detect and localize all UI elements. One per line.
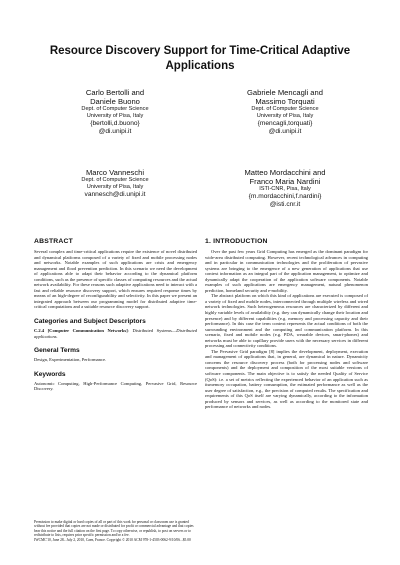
author-dept: Dept. of Computer Science — [251, 106, 319, 112]
abstract-section — [34, 238, 197, 310]
author-name: Massimo Torquati — [255, 97, 315, 106]
general-terms-heading: General Terms — [34, 347, 80, 355]
right-column — [205, 238, 368, 410]
categories-rest: : Distributed Systems— — [127, 328, 177, 334]
author-email: vannesch@di.unipi.it — [84, 191, 146, 198]
keywords-heading: Keywords — [34, 370, 66, 378]
author-dept: Dept. of Computer Science — [81, 177, 149, 183]
author-dept: ISTI-CNR, Pisa, Italy — [259, 186, 311, 192]
permission-footnote — [34, 520, 197, 542]
author-2 — [210, 88, 360, 136]
keywords-section — [34, 371, 197, 392]
author-univ: University of Pisa, Italy — [86, 113, 144, 119]
footnote-text: Permission to make digital or hard copies of all or part of this work for personal or classroom use is granted without fee provided that copies are not made or distributed for profit or commercial advantage and that copies bear this notice and the full citation on the first page. To copy otherwise, or republish, to post on servers or to redistribute to lists, requires prior specific permission and/or a fee. — [34, 520, 194, 538]
author-email: @di.unipi.it — [98, 128, 132, 135]
author-name: Franco Maria Nardini — [249, 177, 321, 186]
intro-paragraph: Over the past few years Grid Computing has emerged as the dominant paradigm for wide-area distributed computing. However, recent technological advances in computing and in particular in communication technologies and the proliferation of pervasive systems are bringing to the emergence of a new generation of applications that use context information as an integral part of the application management, to optimize and dynamically adapt the cooperation of the application software components. Notable examples of such applications are emergency management, natural phenomenon prediction, homeland security and e-mobility. — [205, 249, 368, 293]
left-column — [34, 238, 197, 400]
author-univ: University of Pisa, Italy — [86, 184, 144, 190]
author-dept: Dept. of Computer Science — [81, 106, 149, 112]
author-email: {bertolli,d.buono} — [90, 120, 140, 127]
general-terms-text: Design, Experimentation, Performance. — [34, 357, 107, 363]
author-univ: University of Pisa, Italy — [256, 113, 314, 119]
categories-heading: Categories and Subject Descriptors — [34, 318, 146, 326]
author-name: Marco Vanneschi — [85, 168, 145, 177]
author-1 — [40, 88, 190, 136]
intro-heading: 1. INTRODUCTION — [205, 238, 268, 245]
author-name: Carlo Bertolli and — [85, 88, 145, 97]
categories-text — [34, 328, 197, 339]
intro-paragraph: The abstract platform on which this kind of applications are executed is composed of a variety of fixed and mobile nodes, interconnected through multiple wireless and wired network technologies. Such heterogeneous resources are characterized by different and highly variable levels of availability (e.g. they can dynamically change their location and presence) and by different capabilities (e.g. memory and processing capacity and their performance). In this case the term context represents the actual conditions of both the surrounding environment and the computing and communication platform. In this scenario, fixed and mobile nodes (e.g. PDA, wearable devices, smart-phones) and networks must be able to capillary provide users with the necessary services in different processing and connectivity conditions. — [205, 293, 368, 349]
author-email: {m.mordacchini,f.nardini} — [248, 193, 322, 200]
author-3 — [40, 168, 190, 199]
paper-title: Resource Discovery Support for Time-Critical Adaptive Applications — [49, 45, 351, 72]
keywords-text: Autonomic Computing, High-Performance Computing, Pervasive Grid, Resource Discovery. — [34, 380, 197, 392]
author-name: Daniele Buono — [90, 97, 140, 106]
intro-paragraph: The Pervasive Grid paradigm [8] implies the development, deployment, execution and management of applications that, in general, are dynamical in nature. Dynamicity concerns the resource discovery process (both for processing nodes and software components) and the deployment and composition of the most suitable versions of software components. The main objective is to satisfy the needed Quality of Service (QoS): i.e. a set of metrics reflecting the experienced behavior of an application such as itsmemory occupation, battery consumption, the estimated performance as well as the user degree of satisfaction, e.g., the precision of computed results. The specification and requirements of this QoS itself are varying dynamically, according to the information produced by sensors and services, as well as according to the monitored state and performance of networks and nodes. — [205, 348, 368, 410]
categories-code: C.2.4 [Computer Communication Networks] — [34, 328, 128, 334]
author-4 — [210, 168, 360, 209]
author-email: @isti.cnr.it — [269, 201, 301, 208]
author-name: Gabriele Mencagli and — [247, 88, 323, 97]
author-name: Matteo Mordacchini and — [244, 168, 326, 177]
categories-section — [34, 318, 197, 339]
footnote-venue: IWCMC'10, June 28– July 2, 2010, Caen, France. Copyright © 2010 ACM 978-1-4503-0062-9/10/06...$5.00 — [34, 537, 191, 542]
categories-italic: Distributed applications. — [34, 328, 197, 339]
abstract-text: Several complex and time-critical applications require the existence of novel distributed and dynamical platforms composed of a variety of fixed and mobile processing nodes and networks. Notable examples of such applications are crisis and emergency management and flood prevention prediction. In this scenario we need the development of applications able to adapt their behavior according to the dynamical platform conditions, such as the presence of specific classes of computing resources and the actual network availability. For these reasons such adaptive applications need to interact with a fast and reliable resource discovery support, which ensures required response times by means of an high-degree of reconfigurability and selectivity. In this paper we present an integrated approach between our programming model for distributed adaptive time-critical computations and a suitable resource discovery support. — [34, 249, 197, 310]
abstract-heading: ABSTRACT — [34, 238, 73, 245]
author-email: @di.unipi.it — [268, 128, 302, 135]
author-email: {mencagli,torquati} — [257, 120, 313, 127]
general-terms-section — [34, 347, 197, 363]
